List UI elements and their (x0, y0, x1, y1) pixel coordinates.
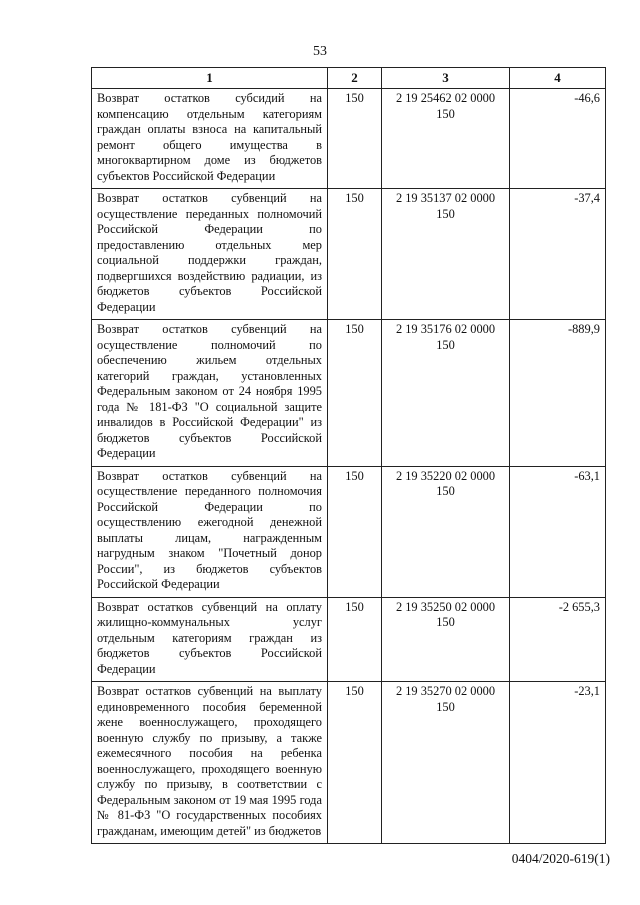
row-name: Возврат остатков субвенций на выплату единовременного пособия беременной жене военнослужащего, проходящего военную службу по призыву, а также ежемесячного пособия на ребенка военнослужащего, проходящего военную службу по призыву, в соответствии с Федеральным законом от 19 мая 1995 года № 81-ФЗ "О государственных пособиях гражданам, имеющим детей" из бюджетов (92, 682, 328, 844)
row-amount: -2 655,3 (510, 597, 606, 682)
row-income-code: 2 19 25462 02 0000 150 (382, 89, 510, 189)
table-row (92, 89, 606, 189)
row-admin-code: 150 (328, 597, 382, 682)
row-name: Возврат остатков субвенций на осуществление полномочий по обеспечению жильем отдельных категорий граждан, установленных Федеральным законом от 24 ноября 1995 года № 181-ФЗ "О социальной защите инвалидов в Российской Федерации" из бюджетов субъектов Российской Федерации (92, 320, 328, 467)
row-admin-code: 150 (328, 189, 382, 320)
row-admin-code: 150 (328, 682, 382, 844)
column-header: 2 (328, 68, 382, 89)
table-row (92, 682, 606, 844)
budget-table (91, 67, 606, 844)
row-amount: -23,1 (510, 682, 606, 844)
table-row (92, 597, 606, 682)
table-row (92, 466, 606, 597)
table-header-row (92, 68, 606, 89)
row-name: Возврат остатков субсидий на компенсацию отдельным категориям граждан оплаты взноса на капитальный ремонт общего имущества в многоквартирном доме из бюджетов субъектов Российской Федерации (92, 89, 328, 189)
row-admin-code: 150 (328, 466, 382, 597)
row-name: Возврат остатков субвенций на осуществление переданного полномочия Российской Федерации по осуществлению ежегодной денежной выплаты лицам, награжденным нагрудным знаком "Почетный донор России", из бюджетов субъектов Российской Федерации (92, 466, 328, 597)
column-header: 1 (92, 68, 328, 89)
row-income-code: 2 19 35137 02 0000 150 (382, 189, 510, 320)
row-admin-code: 150 (328, 89, 382, 189)
row-income-code: 2 19 35250 02 0000 150 (382, 597, 510, 682)
row-amount: -889,9 (510, 320, 606, 467)
row-amount: -46,6 (510, 89, 606, 189)
row-income-code: 2 19 35176 02 0000 150 (382, 320, 510, 467)
page-number: 53 (313, 44, 327, 59)
table-row (92, 320, 606, 467)
row-income-code: 2 19 35270 02 0000 150 (382, 682, 510, 844)
row-admin-code: 150 (328, 320, 382, 467)
document-code: 0404/2020-619(1) (511, 851, 610, 866)
row-name: Возврат остатков субвенций на оплату жилищно-коммунальных услуг отдельным категориям граждан из бюджетов субъектов Российской Федерации (92, 597, 328, 682)
row-name: Возврат остатков субвенций на осуществление переданных полномочий Российской Федерации по предоставлению отдельных мер социальной поддержки граждан, подвергшихся воздействию радиации, из бюджетов субъектов Российской Федерации (92, 189, 328, 320)
column-header: 4 (510, 68, 606, 89)
column-header: 3 (382, 68, 510, 89)
row-income-code: 2 19 35220 02 0000 150 (382, 466, 510, 597)
row-amount: -37,4 (510, 189, 606, 320)
row-amount: -63,1 (510, 466, 606, 597)
table-row (92, 189, 606, 320)
